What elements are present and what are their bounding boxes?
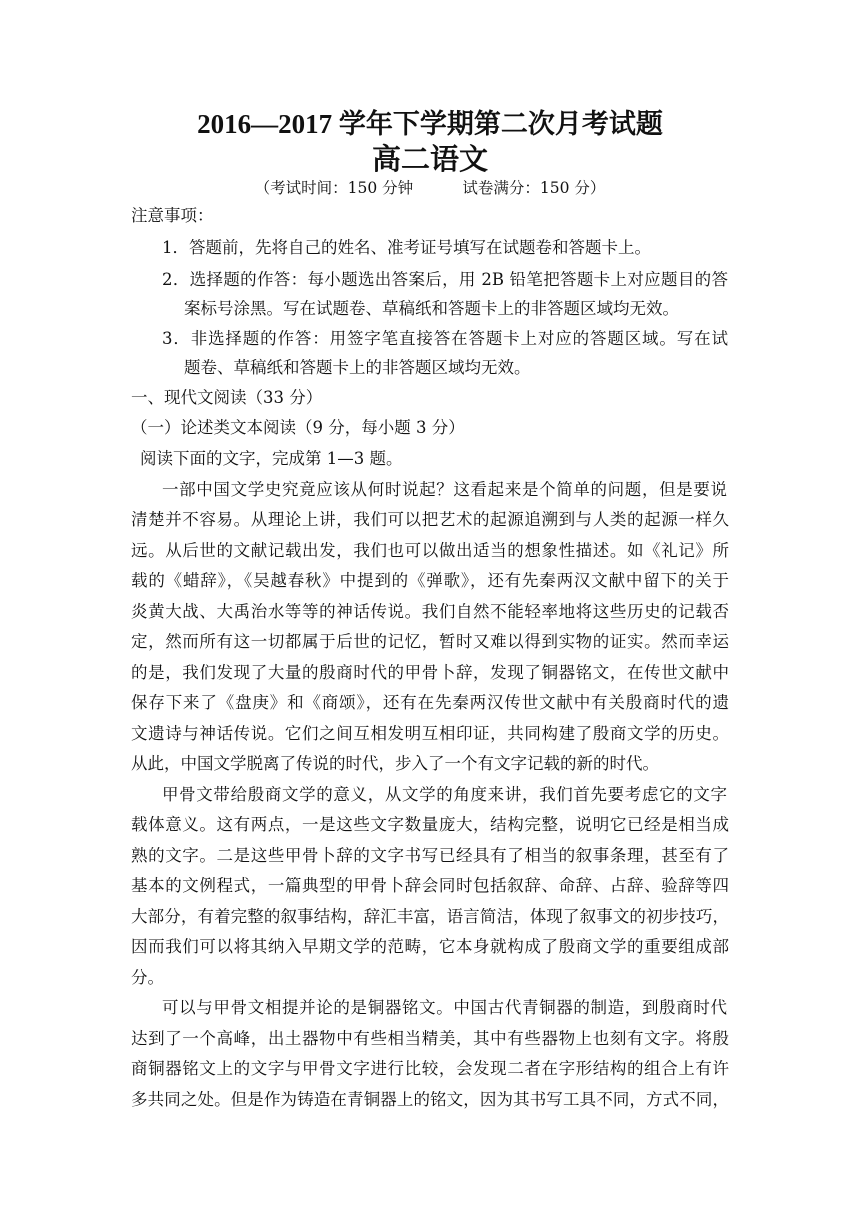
passage-line: 远。从后世的文献记载出发，我们也可以做出适当的想象性描述。如《礼记》所: [131, 541, 729, 560]
passage-line: 载体意义。这有两点，一是这些文字数量庞大，结构完整，说明它已经是相当成: [131, 815, 729, 834]
passage-line: 文遗诗与神话传说。它们之间互相发明互相印证，共同构建了殷商文学的历史。: [131, 724, 729, 743]
passage-line: 商铜器铭文上的文字与甲骨文字进行比较，会发现二者在字形结构的组合上有许: [131, 1059, 729, 1078]
notice-heading: 注意事项：: [131, 206, 214, 225]
notice-item-2-line-1: 2．选择题的作答：每小题选出答案后，用 2B 铅笔把答题卡上对应题目的答: [162, 270, 728, 289]
passage-line: 分。: [131, 968, 164, 987]
notice-item-3-line-1: 3．非选择题的作答：用签字笔直接答在答题卡上对应的答题区域。写在试: [162, 329, 728, 348]
notice-item-3-line-2: 题卷、草稿纸和答题卡上的非答题区域均无效。: [184, 358, 531, 377]
passage-line: 一部中国文学史究竟应该从何时说起？这看起来是个简单的问题，但是要说: [162, 480, 727, 499]
reading-instruction: 阅读下面的文字，完成第 1—3 题。: [140, 449, 403, 468]
passage-line: 炎黄大战、大禹治水等等的神话传说。我们自然不能轻率地将这些历史的记载否: [131, 602, 729, 621]
passage-line: 甲骨文带给殷商文学的意义，从文学的角度来讲，我们首先要考虑它的文字: [162, 785, 727, 804]
passage-line: 多共同之处。但是作为铸造在青铜器上的铭文，因为其书写工具不同，方式不同，: [131, 1090, 729, 1109]
passage-line: 因而我们可以将其纳入早期文学的范畴，它本身就构成了殷商文学的重要组成部: [131, 937, 729, 956]
section-sub-heading: （一）论述类文本阅读（9 分，每小题 3 分）: [131, 418, 465, 437]
passage-line: 保存下来了《盘庚》和《商颂》，还有在先秦两汉传世文献中有关殷商时代的遗: [131, 693, 729, 712]
passage-line: 基本的文例程式，一篇典型的甲骨卜辞会同时包括叙辞、命辞、占辞、验辞等四: [131, 876, 729, 895]
exam-title: 2016—2017 学年下学期第二次月考试题: [197, 109, 663, 139]
notice-item-1-line-1: 1．答题前，先将自己的姓名、准考证号填写在试题卷和答题卡上。: [162, 238, 651, 257]
passage-line: 的是，我们发现了大量的殷商时代的甲骨卜辞，发现了铜器铭文，在传世文献中: [131, 663, 729, 682]
passage-line: 熟的文字。二是这些甲骨卜辞的文字书写已经具有了相当的叙事条理，甚至有了: [131, 846, 729, 865]
exam-subject: 高二语文: [371, 144, 488, 176]
passage-line: 达到了一个高峰，出土器物中有些相当精美，其中有些器物上也刻有文字。将殷: [131, 1029, 729, 1048]
passage-line: 清楚并不容易。从理论上讲，我们可以把艺术的起源追溯到与人类的起源一样久: [131, 510, 729, 529]
passage-line: 载的《蜡辞》，《吴越春秋》中提到的《弹歌》，还有先秦两汉文献中留下的关于: [131, 571, 729, 590]
passage-line: 定，然而所有这一切都属于后世的记忆，暂时又难以得到实物的证实。然而幸运: [131, 632, 729, 651]
passage-line: 从此，中国文学脱离了传说的时代，步入了一个有文字记载的新的时代。: [131, 754, 659, 773]
passage-line: 大部分，有着完整的叙事结构，辞汇丰富，语言简洁，体现了叙事文的初步技巧，: [131, 907, 729, 926]
passage-line: 可以与甲骨文相提并论的是铜器铭文。中国古代青铜器的制造，到殷商时代: [162, 998, 727, 1017]
exam-info: （考试时间：150 分钟 试卷满分：150 分）: [254, 179, 606, 197]
notice-item-2-line-2: 案标号涂黑。写在试题卷、草稿纸和答题卡上的非答题区域均无效。: [184, 299, 679, 318]
section-heading: 一、现代文阅读（33 分）: [131, 388, 323, 407]
